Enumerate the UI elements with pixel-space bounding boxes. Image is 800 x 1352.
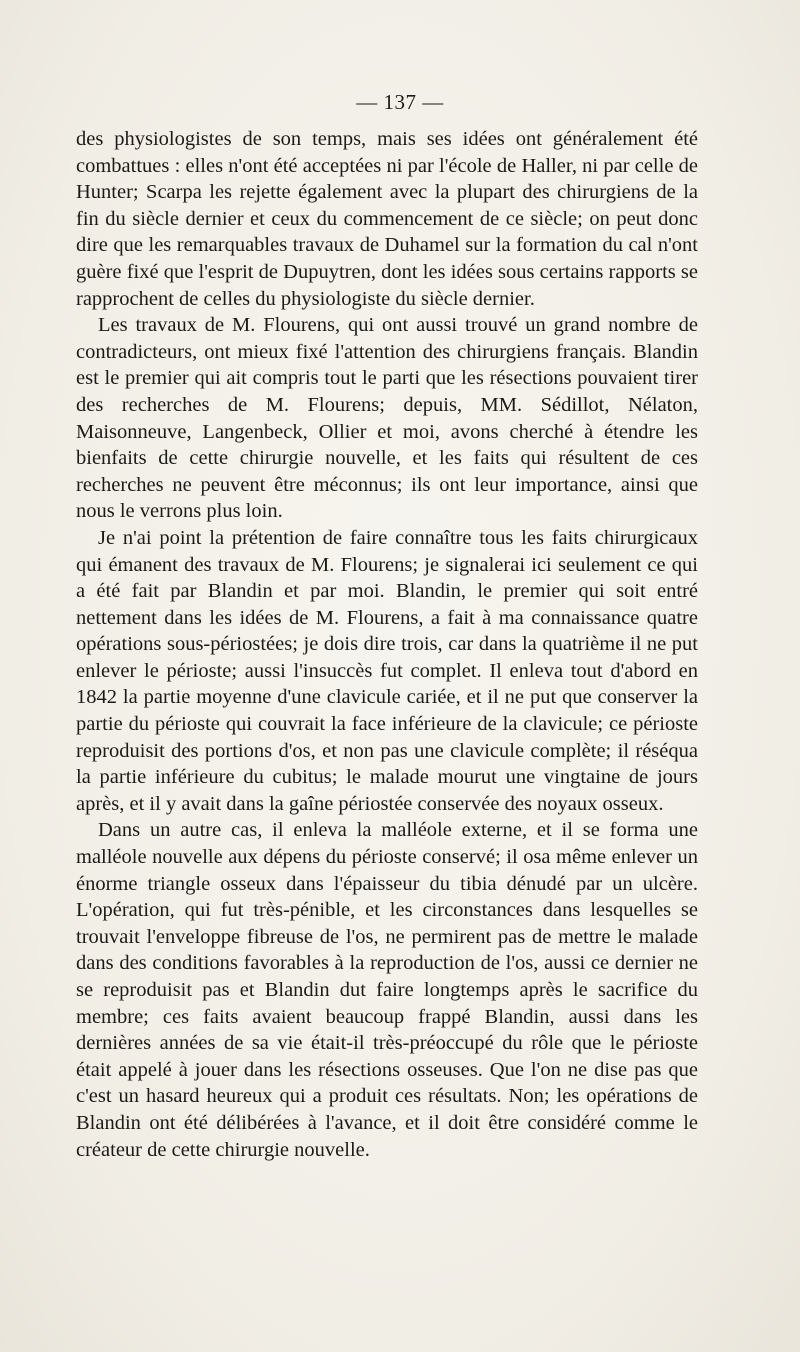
paragraph-3: Je n'ai point la prétention de faire connaître tous les faits chirurgicaux qui émanent des travaux de M. Flourens; je signalerai ici seulement ce qui a été fait par Blandin et par moi. Blandin, le premier qui soit entré nettement dans les idées de M. Flourens, a fait à ma connaissance quatre opérations sous-périostées; je dois dire trois, car dans la quatrième il ne put enlever le périoste; aussi l'insuccès fut complet. Il enleva tout d'abord en 1842 la partie moyenne d'une clavicule cariée, et il ne put que conserver la partie du périoste qui couvrait la face inférieure de la clavicule; ce périoste reproduisit des portions d'os, et non pas une clavicule complète; il réséqua la partie inférieure du cubitus; le malade mourut une vingtaine de jours après, et il y avait dans la gaîne périostée conservée des noyaux osseux.: [76, 526, 698, 815]
paragraph-2: Les travaux de M. Flourens, qui ont aussi trouvé un grand nombre de contradicteurs, ont mieux fixé l'attention des chirurgiens français. Blandin est le premier qui ait compris tout le parti que les résections pouvaient tirer des recherches de M. Flourens; depuis, MM. Sédillot, Nélaton, Maisonneuve, Langenbeck, Ollier et moi, avons cherché à étendre les bienfaits de cette chirurgie nouvelle, et les faits qui résultent de ces recherches ne peuvent être méconnus; ils ont leur importance, ainsi que nous le verrons plus loin.: [76, 314, 698, 523]
body-text: [76, 126, 698, 1163]
page-number: — 137 —: [356, 90, 444, 114]
paragraph-4: Dans un autre cas, il enleva la malléole externe, et il se forma une malléole nouvelle aux dépens du périoste conservé; il osa même enlever un énorme triangle osseux dans l'épaisseur du tibia dénudé par un ulcère. L'opération, qui fut très-pénible, et les circonstances dans lesquelles se trouvait l'enveloppe fibreuse de l'os, ne permirent pas de mettre le malade dans des conditions favorables à la reproduction de l'os, aussi ce dernier ne se reproduisit pas et Blandin dut faire longtemps après le sacrifice du membre; ces faits avaient beaucoup frappé Blandin, aussi dans les dernières années de sa vie était-il très-préoccupé du rôle que le périoste était appelé à jouer dans les résections osseuses. Que l'on ne dise pas que c'est un hasard heureux qui a produit ces résultats. Non; les opérations de Blandin ont été délibérées à l'avance, et il doit être considéré comme le créateur de cette chirurgie nouvelle.: [76, 819, 698, 1161]
paragraph-1: des physiologistes de son temps, mais ses idées ont généralement été combattues : elles n'ont été acceptées ni par l'école de Haller, ni par celle de Hunter; Scarpa les rejette également avec la plupart des chirurgiens de la fin du siècle dernier et ceux du commencement de ce siècle; on peut donc dire que les remarquables travaux de Duhamel sur la formation du cal n'ont guère fixé que l'esprit de Dupuytren, dont les idées sous certains rapports se rapprochent de celles du physiologiste du siècle dernier.: [76, 128, 698, 310]
